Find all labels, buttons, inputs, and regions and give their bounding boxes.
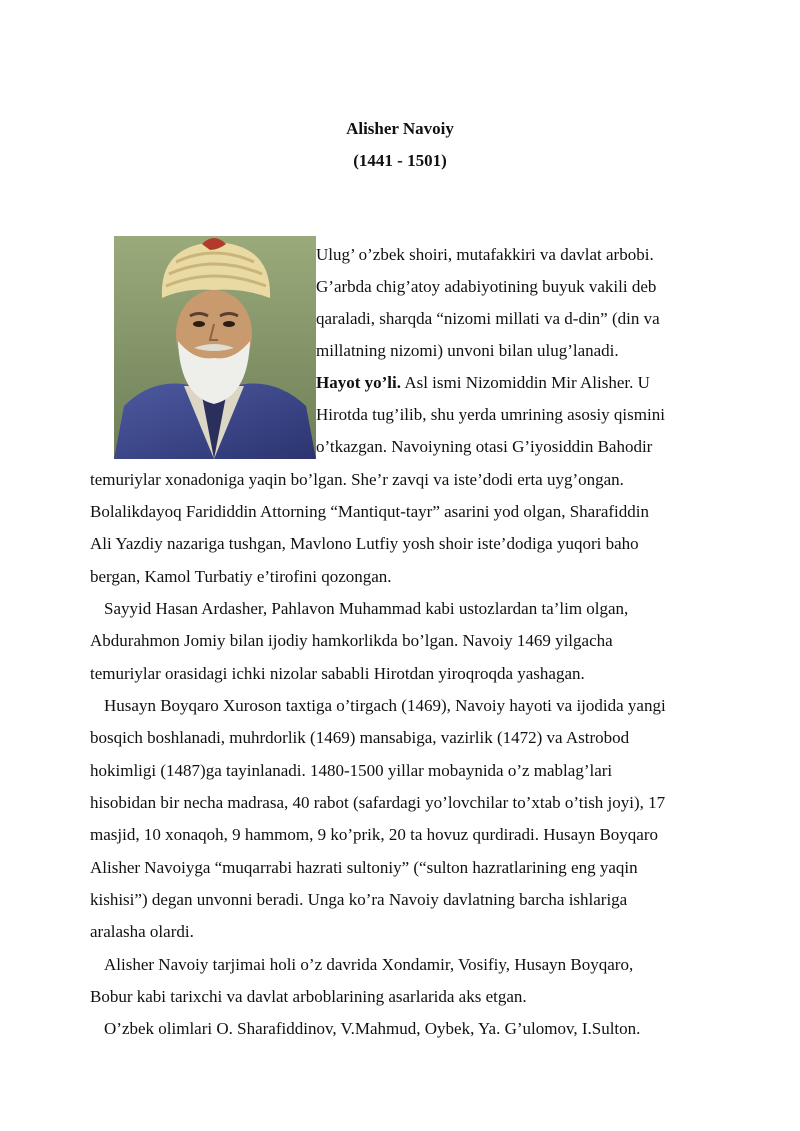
text-line-12: Sayyid Hasan Ardasher, Pahlavon Muhammad kabi ustozlardan ta’lim olgan, xyxy=(104,599,629,618)
portrait-illustration xyxy=(114,236,316,459)
document-years: (1441 - 1501) xyxy=(353,151,447,170)
text-line-23: Alisher Navoiy tarjimai holi o’z davrida Xondamir, Vosifiy, Husayn Boyqaro, xyxy=(104,955,634,974)
text-line-14: temuriylar orasidagi ichki nizolar sababli Hirotdan yiroqroqda yashagan. xyxy=(90,664,585,683)
text-line-17: hokimligi (1487)ga tayinlanadi. 1480-1500 yillar mobaynida o’z mablag’lari xyxy=(90,761,613,780)
text-line-21: kishisi”) degan unvonni beradi. Unga ko’ra Navoiy davlatning barcha ishlariga xyxy=(90,890,628,909)
text-line-8: temuriylar xonadoniga yaqin bo’lgan. She’r zavqi va iste’dodi erta uyg’ongan. xyxy=(90,470,624,489)
text-line-2: G’arbda chig’atoy adabiyotining buyuk vakili deb xyxy=(316,277,657,296)
text-line-3: qaraladi, sharqda “nizomi millati va d-din” (din va xyxy=(316,309,660,328)
section-heading: Hayot yo’li. xyxy=(316,373,401,392)
text-line-4: millatning nizomi) unvoni bilan ulug’lanadi. xyxy=(316,341,619,360)
text-line-10: Ali Yazdiy nazariga tushgan, Mavlono Lutfiy yosh shoir iste’dodiga yuqori baho xyxy=(90,534,639,553)
text-line-18: hisobidan bir necha madrasa, 40 rabot (safardagi yo’lovchilar to’xtab o’tish joyi), 17 xyxy=(90,793,666,812)
text-line-5-body: Asl ismi Nizomiddin Mir Alisher. U xyxy=(404,373,650,392)
text-line-5 xyxy=(316,372,650,394)
text-line-9: Bolalikdayoq Farididdin Attorning “Mantiqut-tayr” asarini yod olgan, Sharafiddin xyxy=(90,502,650,521)
text-line-25: O’zbek olimlari O. Sharafiddinov, V.Mahmud, Oybek, Ya. G’ulomov, I.Sulton. xyxy=(104,1019,641,1038)
text-line-1: Ulug’ o’zbek shoiri, mutafakkiri va davlat arbobi. xyxy=(316,245,654,264)
document-title: Alisher Navoiy xyxy=(346,119,454,138)
text-line-19: masjid, 10 xonaqoh, 9 hammom, 9 ko’prik, 20 ta hovuz qurdiradi. Husayn Boyqaro xyxy=(90,825,658,844)
text-line-22: aralasha olardi. xyxy=(90,922,194,941)
text-line-6: Hirotda tug’ilib, shu yerda umrining asosiy qismini xyxy=(316,405,665,424)
text-line-13: Abdurahmon Jomiy bilan ijodiy hamkorlikda bo’lgan. Navoiy 1469 yilgacha xyxy=(90,631,613,650)
text-line-20: Alisher Navoiyga “muqarrabi hazrati sultoniy” (“sulton hazratlarining eng yaqin xyxy=(90,858,638,877)
text-line-11: bergan, Kamol Turbatiy e’tirofini qozongan. xyxy=(90,567,392,586)
text-line-24: Bobur kabi tarixchi va davlat arboblarining asarlarida aks etgan. xyxy=(90,987,527,1006)
text-line-7: o’tkazgan. Navoiyning otasi G’iyosiddin Bahodir xyxy=(316,437,653,456)
text-line-15: Husayn Boyqaro Xuroson taxtiga o’tirgach (1469), Navoiy hayoti va ijodida yangi xyxy=(104,696,666,715)
portrait-image xyxy=(114,236,316,459)
text-line-16: bosqich boshlanadi, muhrdorlik (1469) mansabiga, vazirlik (1472) va Astrobod xyxy=(90,728,630,747)
